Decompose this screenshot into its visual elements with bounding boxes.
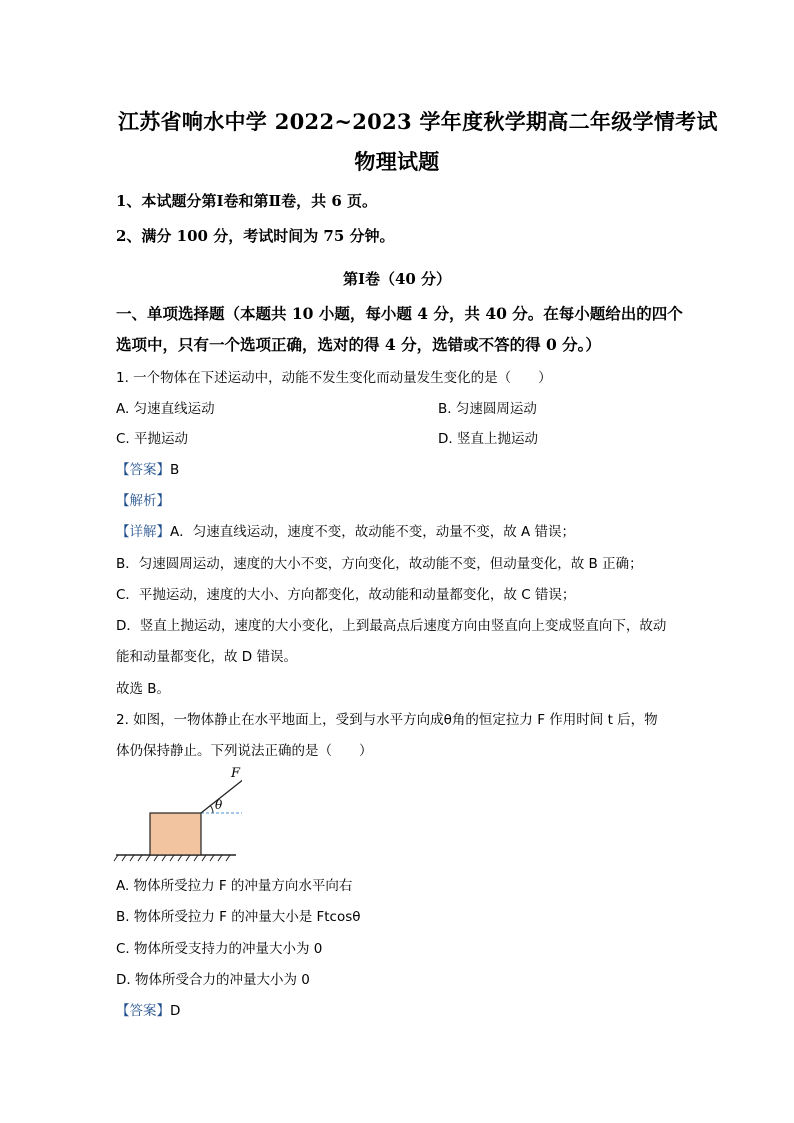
answer-value: B xyxy=(170,462,180,478)
angle-arc xyxy=(211,806,214,813)
q1-option-c: C. 平抛运动 xyxy=(116,431,189,447)
q2-figure xyxy=(112,765,242,869)
q2-answer xyxy=(116,999,180,1019)
note-score-time: 2、满分 100 分，考试时间为 75 分钟。 xyxy=(116,227,395,245)
q2-option-a: A. 物体所受拉力 F 的冲量方向水平向右 xyxy=(116,878,353,894)
section-heading-line2: 选项中，只有一个选项正确，选对的得 4 分，选错或不答的得 0 分。） xyxy=(116,335,601,354)
q2-option-d: D. 物体所受合力的冲量大小为 0 xyxy=(116,972,310,988)
block xyxy=(150,813,201,855)
q1-detail-b: B．匀速圆周运动，速度的大小不变，方向变化，故动能不变，但动量变化，故 B 正确； xyxy=(116,556,643,572)
q1-analysis xyxy=(116,489,170,509)
q1-detail-d-cont: 能和动量都变化，故 D 错误。 xyxy=(116,649,297,665)
q1-option-a: A. 匀速直线运动 xyxy=(116,401,215,417)
analysis-tag: 【解析】 xyxy=(116,493,170,509)
detail-text: A．匀速直线运动，速度不变，故动能不变，动量不变，故 A 错误； xyxy=(170,524,576,540)
angle-label: θ xyxy=(215,798,223,812)
q1-detail-c: C．平抛运动，速度的大小、方向都变化，故动能和动量都变化，故 C 错误； xyxy=(116,587,576,603)
answer-tag: 【答案】 xyxy=(116,462,170,478)
section-heading-line1: 一、单项选择题（本题共 10 小题，每小题 4 分，共 40 分。在每小题给出的四个 xyxy=(116,304,683,323)
force-label: F xyxy=(231,766,241,781)
answer-value: D xyxy=(170,1003,181,1019)
note-pages: 1、本试题分第Ⅰ卷和第Ⅱ卷，共 6 页。 xyxy=(116,192,377,210)
volume-heading: 第Ⅰ卷（40 分） xyxy=(342,270,452,288)
q1-detail-d: D．竖直上抛运动，速度的大小变化，上到最高点后速度方向由竖直向上变成竖直向下，故动 xyxy=(116,618,667,634)
q1-option-b: B. 匀速圆周运动 xyxy=(438,401,537,417)
q1-stem: 1. 一个物体在下述运动中，动能不发生变化而动量发生变化的是（ ） xyxy=(116,370,552,386)
q1-conclusion: 故选 B。 xyxy=(116,681,171,697)
q2-stem-line2: 体仍保持静止。下列说法正确的是（ ） xyxy=(116,743,373,759)
q1-option-d: D. 竖直上抛运动 xyxy=(438,431,538,447)
q2-option-b: B. 物体所受拉力 F 的冲量大小是 Ftcosθ xyxy=(116,909,361,925)
q2-stem-line1: 2. 如图，一物体静止在水平地面上，受到与水平方向成θ角的恒定拉力 F 作用时间 t 后，物 xyxy=(116,712,658,728)
q1-answer xyxy=(116,458,179,478)
answer-tag: 【答案】 xyxy=(116,1003,170,1019)
ground-hatch xyxy=(114,855,230,861)
exam-title: 江苏省响水中学 2022~2023 学年度秋学期高二年级学情考试 xyxy=(118,109,718,134)
q1-detail-a xyxy=(116,520,575,540)
detail-tag: 【详解】 xyxy=(116,524,170,540)
exam-subject-title: 物理试题 xyxy=(354,149,440,174)
q2-option-c: C. 物体所受支持力的冲量大小为 0 xyxy=(116,941,323,957)
